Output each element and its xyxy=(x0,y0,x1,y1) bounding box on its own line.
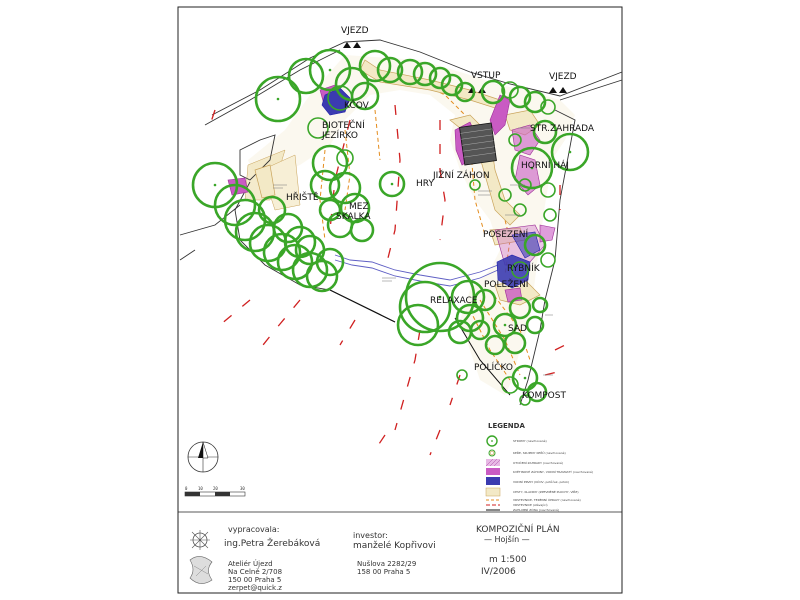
label-vstup: VSTUP xyxy=(471,71,501,81)
label-mez-2: SKALKA xyxy=(336,212,371,222)
label-str-zahrada: STR.ZAHRADA xyxy=(530,124,595,134)
label-biotop-2: JEZÍRKO xyxy=(322,131,358,141)
label-kcov: KČOV xyxy=(344,101,369,111)
label-hriste: HŘIŠTĚ xyxy=(286,193,319,203)
investor-label: investor: xyxy=(353,531,388,540)
atelier-email: zerpet@quick.z xyxy=(228,584,282,592)
legend-text-beds: KVĚTINOVÉ ZÁHONY, VODNÍ TRAVNATÝ (navrhované) xyxy=(513,470,594,474)
legend-text-trees: STROMY (navrhované) xyxy=(513,439,547,443)
investor-address-1: Nušlova 2282/29 xyxy=(357,560,417,568)
legend-title: LEGENDA xyxy=(488,422,525,430)
label-hry: HRY xyxy=(416,179,434,189)
north-arrow xyxy=(188,442,218,472)
plan-scale: m 1:500 xyxy=(489,555,527,565)
legend-text-orange: VRSTEVNICE, TERÉNNÍ ÚPRAVY (navrhované) xyxy=(513,498,581,502)
label-horni-haj: HORNÍ HÁJ xyxy=(521,161,569,171)
label-jizni-zahon: JIŽNÍ ZÁHON xyxy=(433,171,490,181)
house xyxy=(460,123,497,165)
legend-text-red: VRSTEVNICE (stávající) xyxy=(513,503,548,507)
label-biotop-1: BIOTEČNÍ xyxy=(322,121,365,131)
label-sad: SAD xyxy=(508,324,527,334)
prepared-name: ing.Petra Žerebáková xyxy=(224,539,321,549)
investor-address-2: 158 00 Praha 5 xyxy=(357,568,411,576)
label-vjezd-right: VJEZD xyxy=(549,72,577,82)
plan-date: IV/2006 xyxy=(481,567,516,577)
label-relaxace: RELAXACE xyxy=(430,296,478,306)
designer-logo-icon xyxy=(190,530,210,550)
legend-text-black: ZAHLUBNÍ ZÓNA (navrhovaná) xyxy=(513,508,560,512)
plan-title: KOMPOZIČNÍ PLÁN xyxy=(476,525,560,535)
legend-row-hatch xyxy=(486,459,563,466)
label-policko: POLÍČKO xyxy=(474,363,513,373)
scale-tick-10: 10 xyxy=(198,486,203,491)
scale-tick-20: 20 xyxy=(213,486,218,491)
label-rybnik: RYBNÍK xyxy=(507,264,540,274)
label-vjezd-top: VJEZD xyxy=(341,26,369,36)
legend-text-hatch: OTOČENÍ ZAHRADY (navrhované) xyxy=(513,461,564,465)
investor-name: manželé Kopřivovi xyxy=(353,541,436,551)
label-mez-1: MEZ xyxy=(349,202,369,212)
atelier-address-2: 150 00 Praha 5 xyxy=(228,576,282,584)
legend-text-shrubs: KEŘE, SKUPINY KEŘŮ (navrhované) xyxy=(513,451,566,455)
prepared-label: vypracovala: xyxy=(228,525,280,534)
atelier-name: Ateliér Újezd xyxy=(228,560,273,568)
legend-text-paths: CESTY, KLADINY (ZPEVNĚNÉ PLOCHY, VÍŘE) xyxy=(513,490,579,494)
scale-tick-30: 30 xyxy=(240,486,245,491)
label-polezeni: POLEŽENÍ xyxy=(484,280,529,290)
atelier-address-1: Na Celně 2/708 xyxy=(228,568,283,576)
plan-subtitle: — Hojšín — xyxy=(484,535,530,544)
scale-tick-0: 0 xyxy=(185,486,188,491)
label-posezeni: POSEZENÍ xyxy=(483,230,529,240)
legend-text-water: VODNÍ PRVKY (KČOV, potůček, potok) xyxy=(513,480,570,484)
label-kompost: KOMPOST xyxy=(522,391,566,401)
atelier-logo-icon xyxy=(190,556,212,583)
